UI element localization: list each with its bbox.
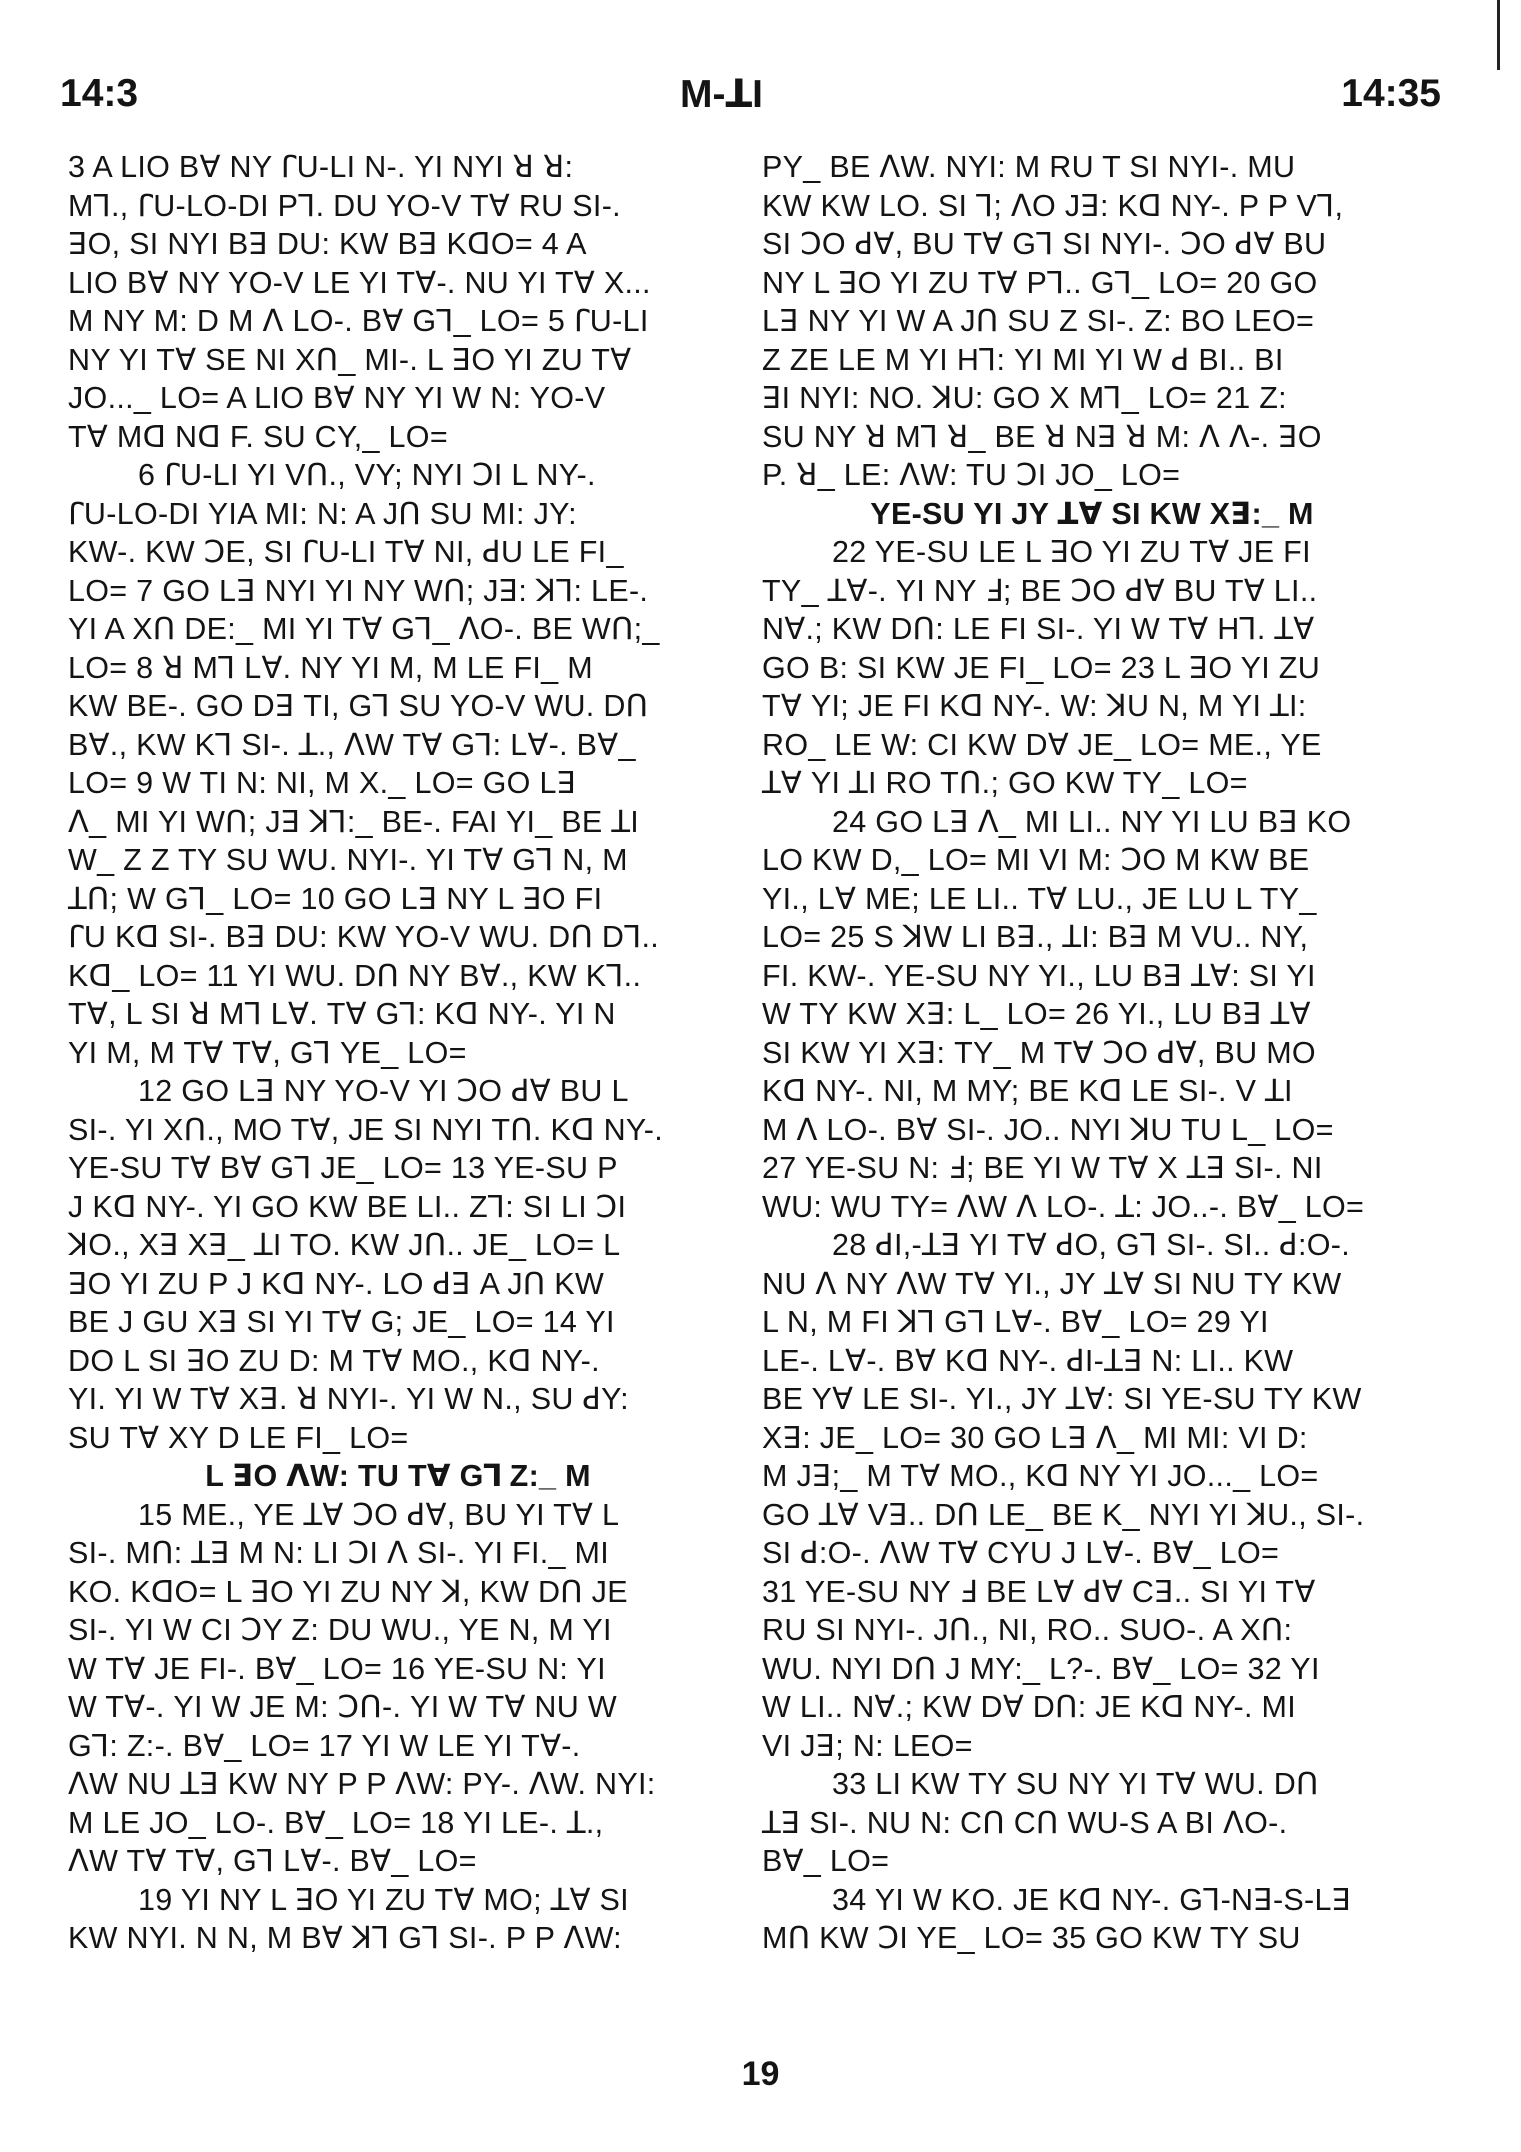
text-line: DO L SI ꓱO ZU D: M Tꓯ MO., Kꓷ NY-. — [68, 1343, 600, 1378]
text-line: M NY M: D M ꓥ LO-. Bꓯ Gꓶ_ LO= 5 ꓩU-LI — [68, 304, 649, 338]
page-number: 19 — [741, 2055, 780, 2093]
text-line: JO..._ LO= A LIO Bꓯ NY YI W N: YO-V — [68, 381, 606, 415]
page-header — [60, 72, 1441, 132]
text-line: PY_ BE ꓥW. NYI: M RU T SI NYI-. MU — [762, 150, 1296, 184]
text-line: Tꓯ Mꓷ Nꓷ F. SU CY,_ LO= — [68, 419, 448, 454]
text-line: ꓘO., Xꓱ Xꓱ_ ꓕI TO. KW Jꓵ.. JE_ LO= L — [68, 1228, 621, 1262]
text-line: ꓱO, SI NYI Bꓱ DU: KW Bꓱ KꓷO= 4 A — [68, 227, 587, 261]
section-heading: L ꓱO ꓥW: TU Tꓯ Gꓶ Z:_ M — [205, 1459, 591, 1493]
text-line: ꓱO YI ZU P J Kꓷ NY-. LO ꓒꓱ A Jꓵ KW — [68, 1266, 605, 1301]
text-line: SI-. YI Xꓵ., MO Tꓯ, JE SI NYI Tꓵ. Kꓷ NY-. — [68, 1112, 663, 1147]
text-line: SI-. YI W CI ꓛY Z: DU WU., YE N, M YI — [68, 1613, 612, 1647]
header-chapter-verse-end: 14:35 — [1341, 72, 1441, 115]
text-line: KW KW LO. SI ꓶ; ꓥO Jꓱ: Kꓷ NY-. P P Vꓶ, — [762, 188, 1344, 223]
text-line: 34 YI W KO. JE Kꓷ NY-. Gꓶ-Nꓱ-S-Lꓱ — [832, 1882, 1352, 1917]
text-line: J Kꓷ NY-. YI GO KW BE LI.. Zꓶ: SI LI ꓛI — [68, 1189, 627, 1224]
text-line: SI ꓛO ꓒꓯ, BU Tꓯ Gꓶ SI NYI-. ꓛO ꓒꓯ BU — [762, 227, 1327, 261]
text-line: 6 ꓩU-LI YI Vꓵ., VY; NYI ꓛI L NY-. — [138, 458, 596, 492]
text-line: VI Jꓱ; N: LEO= — [762, 1728, 973, 1763]
text-line: W Tꓯ JE FI-. Bꓯ_ LO= 16 YE-SU N: YI — [68, 1651, 606, 1686]
text-line: 24 GO Lꓱ ꓥ_ MI LI.. NY YI LU Bꓱ KO — [832, 804, 1352, 839]
left-text-column — [68, 148, 728, 1958]
text-line: WU. NYI Dꓵ J MY:_ L?-. Bꓯ_ LO= 32 YI — [762, 1651, 1320, 1686]
text-line: ꓩU-LO-DI YIA MI: N: A Jꓵ SU MI: JY: — [68, 496, 577, 531]
text-line: SU Tꓯ XY D LE FI_ LO= — [68, 1420, 409, 1455]
text-line: NU ꓥ NY ꓥW Tꓯ YI., JY ꓕꓯ SI NU TY KW — [762, 1266, 1342, 1301]
text-line: Gꓶ: Z:-. Bꓯ_ LO= 17 YI W LE YI Tꓯ-. — [68, 1728, 581, 1763]
text-line: ꓥW Tꓯ Tꓯ, Gꓶ Lꓯ-. Bꓯ_ LO= — [68, 1844, 477, 1878]
text-line: ꓕꓯ YI ꓕI RO Tꓵ.; GO KW TY_ LO= — [762, 766, 1248, 800]
text-line: LO= 25 S ꓘW LI Bꓱ., ꓕI: Bꓱ M VU.. NY, — [762, 920, 1309, 954]
text-line: SI KW YI Xꓱ: TY_ M Tꓯ ꓛO ꓒꓯ, BU MO — [762, 1035, 1316, 1070]
text-line: Nꓯ.; KW Dꓵ: LE FI SI-. YI W Tꓯ Hꓶ. ꓕꓯ — [762, 612, 1315, 646]
text-line: 3 A LIO Bꓯ NY ꓩU-LI N-. YI NYI ꓤ ꓤ: — [68, 150, 574, 184]
text-line: YI A Xꓵ DE:_ MI YI Tꓯ Gꓶ_ ꓥO-. BE Wꓵ;_ — [68, 612, 660, 646]
text-line: BE Yꓯ LE SI-. YI., JY ꓕꓯ: SI YE-SU TY KW — [762, 1382, 1362, 1416]
text-line: W TY KW Xꓱ: L_ LO= 26 YI., LU Bꓱ ꓕꓯ — [762, 997, 1311, 1031]
text-line: NY L ꓱO YI ZU Tꓯ Pꓶ.. Gꓶ_ LO= 20 GO — [762, 265, 1318, 300]
text-line: RO_ LE W: CI KW Dꓯ JE_ LO= ME., YE — [762, 727, 1322, 762]
text-line: YI. YI W Tꓯ Xꓱ. ꓤ NYI-. YI W N., SU ꓒY: — [68, 1382, 629, 1416]
text-line: W Tꓯ-. YI W JE M: ꓛꓵ-. YI W Tꓯ NU W — [68, 1690, 617, 1724]
text-line: SI-. Mꓵ: ꓕꓱ M N: LI ꓛI ꓥ SI-. YI FI._ MI — [68, 1536, 610, 1570]
header-chapter-verse-start: 14:3 — [60, 72, 139, 115]
text-line: GO B: SI KW JE FI_ LO= 23 L ꓱO YI ZU — [762, 650, 1321, 685]
text-line: Lꓱ NY YI W A Jꓵ SU Z SI-. Z: BO LEO= — [762, 304, 1315, 338]
text-line: ꓩU Kꓷ SI-. Bꓱ DU: KW YO-V WU. Dꓵ Dꓶ.. — [68, 920, 660, 954]
text-line: FI. KW-. YE-SU NY YI., LU Bꓱ ꓕꓯ: SI YI — [762, 958, 1316, 993]
text-line: L N, M FI ꓘꓶ Gꓶ Lꓯ-. Bꓯ_ LO= 29 YI — [762, 1305, 1269, 1339]
text-line: YI M, M Tꓯ Tꓯ, Gꓶ YE_ LO= — [68, 1035, 467, 1070]
text-line: P. ꓤ_ LE: ꓥW: TU ꓛI JO_ LO= — [762, 458, 1181, 492]
text-line: GO ꓕꓯ Vꓱ.. Dꓵ LE_ BE K_ NYI YI ꓘU., SI-. — [762, 1497, 1365, 1532]
text-line: 33 LI KW TY SU NY YI Tꓯ WU. Dꓵ — [832, 1767, 1319, 1801]
text-line: Xꓱ: JE_ LO= 30 GO Lꓱ ꓥ_ MI MI: VI D: — [762, 1420, 1308, 1455]
text-line: NY YI Tꓯ SE NI Xꓵ_ MI-. L ꓱO YI ZU Tꓯ — [68, 342, 632, 377]
text-line: ꓕꓱ SI-. NU N: Cꓵ Cꓵ WU-S A BI ꓥO-. — [762, 1805, 1288, 1840]
text-line: KW NYI. N N, M Bꓯ ꓘꓶ Gꓶ SI-. P P ꓥW: — [68, 1921, 622, 1955]
text-line: M ꓥ LO-. Bꓯ SI-. JO.. NYI ꓘU TU L_ LO= — [762, 1112, 1334, 1147]
text-line: LE-. Lꓯ-. Bꓯ Kꓷ NY-. ꓒI-ꓕꓱ N: LI.. KW — [762, 1343, 1294, 1378]
text-line: Bꓯ., KW Kꓶ SI-. ꓕ., ꓥW Tꓯ Gꓶ: Lꓯ-. Bꓯ_ — [68, 727, 636, 762]
text-line: TY_ ꓕꓯ-. YI NY ꓞ; BE ꓛO ꓒꓯ BU Tꓯ LI.. — [762, 573, 1318, 608]
text-line: M Jꓱ;_ M Tꓯ MO., Kꓷ NY YI JO..._ LO= — [762, 1459, 1319, 1493]
text-line: RU SI NYI-. Jꓵ., NI, RO.. SUO-. A Xꓵ: — [762, 1613, 1293, 1647]
text-line: Z ZE LE M YI Hꓶ: YI MI YI W ꓒ BI.. BI — [762, 342, 1284, 377]
text-line: KW BE-. GO Dꓱ TI, Gꓶ SU YO-V WU. Dꓵ — [68, 689, 649, 723]
text-line: 27 YE-SU N: ꓞ; BE YI W Tꓯ X ꓕꓱ SI-. NI — [762, 1151, 1323, 1185]
text-line: Kꓷ_ LO= 11 YI WU. Dꓵ NY Bꓯ., KW Kꓶ.. — [68, 958, 642, 993]
text-line: 22 YE-SU LE L ꓱO YI ZU Tꓯ JE FI — [832, 535, 1311, 569]
text-line: BE J GU Xꓱ SI YI Tꓯ G; JE_ LO= 14 YI — [68, 1305, 615, 1339]
text-line: LIO Bꓯ NY YO-V LE YI Tꓯ-. NU YI Tꓯ X... — [68, 265, 651, 300]
text-line: ꓕꓵ; W Gꓶ_ LO= 10 GO Lꓱ NY L ꓱO FI — [68, 881, 603, 916]
text-line: KW-. KW ꓛE, SI ꓩU-LI Tꓯ NI, ꓒU LE FI_ — [68, 535, 624, 569]
text-line: KO. KꓷO= L ꓱO YI ZU NY ꓘ, KW Dꓵ JE — [68, 1574, 628, 1609]
text-line: 31 YE-SU NY ꓞ BE Lꓯ ꓒꓯ Cꓱ.. SI YI Tꓯ — [762, 1574, 1316, 1609]
section-heading: YE-SU YI JY ꓕꓯ SI KW Xꓱ:_ M — [870, 496, 1314, 531]
right-text-column — [762, 148, 1422, 1958]
text-line: Mꓵ KW ꓛI YE_ LO= 35 GO KW TY SU — [762, 1921, 1301, 1955]
text-line: M LE JO_ LO-. Bꓯ_ LO= 18 YI LE-. ꓕ., — [68, 1805, 604, 1840]
text-line: 19 YI NY L ꓱO YI ZU Tꓯ MO; ꓕꓯ SI — [138, 1882, 629, 1917]
text-line: YI., Lꓯ ME; LE LI.. Tꓯ LU., JE LU L TY_ — [762, 881, 1317, 916]
text-line: Tꓯ YI; JE FI Kꓷ NY-. W: ꓘU N, M YI ꓕI: — [762, 689, 1307, 723]
text-line: SI ꓒ:O-. ꓥW Tꓯ CYU J Lꓯ-. Bꓯ_ LO= — [762, 1536, 1280, 1570]
text-line: LO KW D,_ LO= MI VI M: ꓛO M KW BE — [762, 843, 1310, 877]
scan-edge-line — [1497, 0, 1500, 70]
text-line: ꓥ_ MI YI Wꓵ; Jꓱ ꓘꓶ:_ BE-. FAI YI_ BE ꓕI — [68, 804, 640, 839]
text-line: 28 ꓒI,-ꓕꓱ YI Tꓯ ꓒO, Gꓶ SI-. SI.. ꓒ:O-. — [832, 1228, 1351, 1262]
text-line: LO= 9 W TI N: NI, M X._ LO= GO Lꓱ — [68, 766, 577, 800]
header-book-title: M-ꓕI — [680, 73, 763, 116]
text-line: 15 ME., YE ꓕꓯ ꓛO ꓒꓯ, BU YI Tꓯ L — [138, 1497, 620, 1532]
text-line: 12 GO Lꓱ NY YO-V YI ꓛO ꓒꓯ BU L — [138, 1074, 629, 1108]
text-line: SU NY ꓤ Mꓶ ꓤ_ BE ꓤ Nꓱ ꓤ M: ꓥ ꓥ-. ꓱO — [762, 419, 1322, 454]
text-line: LO= 7 GO Lꓱ NYI YI NY Wꓵ; Jꓱ: ꓘꓶ: LE-. — [68, 573, 649, 608]
text-line: Bꓯ_ LO= — [762, 1844, 890, 1878]
text-line: ꓥW NU ꓕꓱ KW NY P P ꓥW: PY-. ꓥW. NYI: — [68, 1767, 656, 1801]
text-line: LO= 8 ꓤ Mꓶ Lꓯ. NY YI M, M LE FI_ M — [68, 650, 593, 685]
text-line: W LI.. Nꓯ.; KW Dꓯ Dꓵ: JE Kꓷ NY-. MI — [762, 1690, 1297, 1724]
text-line: Mꓶ., ꓩU-LO-DI Pꓶ. DU YO-V Tꓯ RU SI-. — [68, 188, 621, 223]
text-line: Kꓷ NY-. NI, M MY; BE Kꓷ LE SI-. V ꓕI — [762, 1074, 1293, 1108]
text-line: Tꓯ, L SI ꓤ Mꓶ Lꓯ. Tꓯ Gꓶ: Kꓷ NY-. YI N — [68, 997, 616, 1031]
text-line: W_ Z Z TY SU WU. NYI-. YI Tꓯ Gꓶ N, M — [68, 843, 628, 877]
text-line: ꓱI NYI: NO. ꓘU: GO X Mꓶ_ LO= 21 Z: — [762, 381, 1287, 415]
text-line: WU: WU TY= ꓥW ꓥ LO-. ꓕ: JO..-. Bꓯ_ LO= — [762, 1189, 1365, 1224]
text-line: YE-SU Tꓯ Bꓯ Gꓶ JE_ LO= 13 YE-SU P — [68, 1151, 618, 1185]
